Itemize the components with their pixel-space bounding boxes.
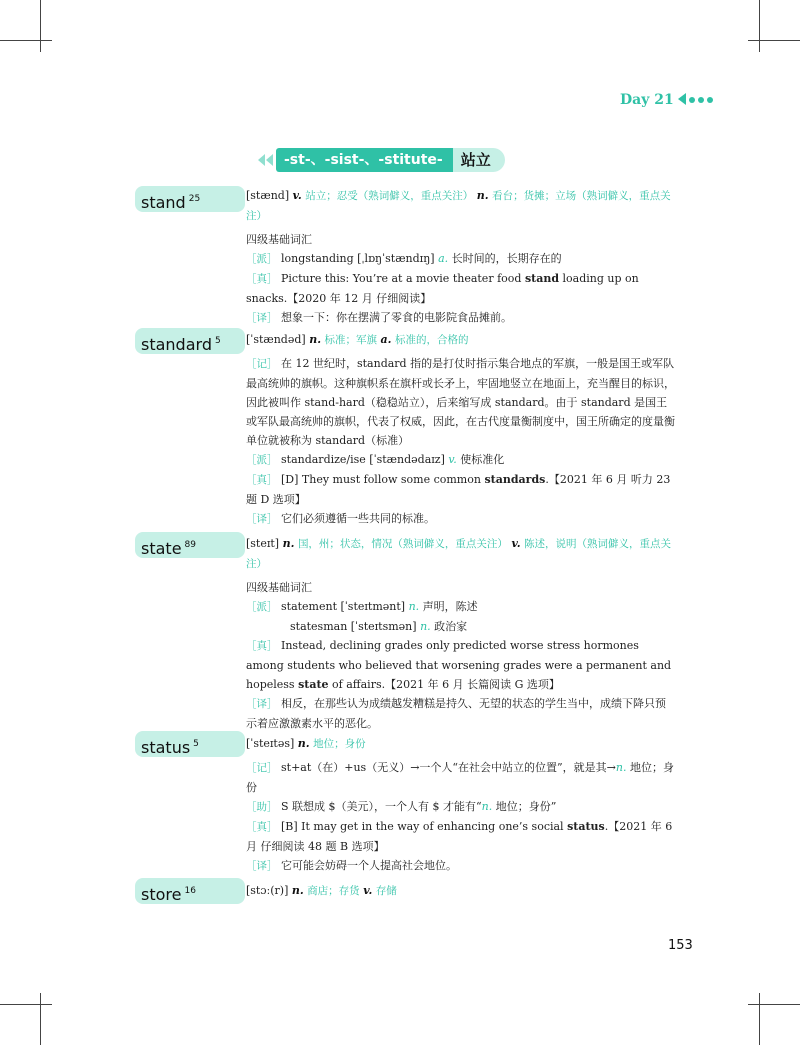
part-of-speech: n.: [297, 737, 310, 750]
part-of-speech: n.: [476, 189, 489, 202]
entry-standard: [246, 330, 676, 529]
translation-line: [246, 856, 676, 876]
part-of-speech: n.: [481, 800, 493, 813]
tag-helper: ［助］: [246, 801, 278, 813]
definition-line: [246, 881, 676, 901]
part-of-speech: a.: [380, 333, 392, 346]
mnemonic-line: [246, 758, 676, 797]
tag-translation: ［译］: [246, 698, 278, 710]
example-keyword: standards: [484, 473, 546, 486]
headword-stand: [135, 186, 245, 212]
frequency-count: 89: [184, 540, 196, 550]
example-line: [246, 470, 676, 509]
arrow-left-icon: [678, 93, 686, 105]
tag-example: ［真］: [246, 640, 278, 652]
crop-mark: [748, 40, 800, 41]
part-of-speech: v.: [448, 453, 457, 466]
part-of-speech: a.: [438, 252, 449, 265]
headword-text: standard: [141, 335, 212, 354]
page-number: 153: [668, 938, 693, 953]
example-source: loading up on snacks.【2020 年 12 月 仔细阅读】: [246, 272, 639, 305]
crop-mark: [759, 993, 760, 1045]
example-text: Picture this: You’re at a movie theater food: [281, 272, 525, 285]
example-line: [246, 636, 676, 694]
crop-mark: [40, 0, 41, 52]
double-arrow-icon: [258, 151, 276, 169]
part-of-speech: n.: [408, 600, 420, 613]
example-line: [246, 269, 676, 308]
definition-line: [246, 534, 676, 574]
example-line: [246, 817, 676, 856]
translation-line: [246, 509, 676, 529]
headword-state: [135, 532, 245, 558]
definition-line: [246, 186, 676, 226]
example-text: Instead, declining grades only predicted worse stress hormones among students who believed that worsening grades were a permanent and hopeless: [246, 639, 672, 691]
crop-mark: [748, 1004, 800, 1005]
crop-mark: [40, 993, 41, 1045]
example-text: [D] They must follow some common: [281, 473, 485, 486]
definition: 商店；存货: [307, 885, 360, 897]
mnemonic-text: 在 12 世纪时，standard 指的是打仗时指示集合地点的军旗，一般是国王或军队最高统帅的旗帜。这种旗帜系在旗杆或长矛上，牢固地竖立在地面上，充当醒目的标识，因此被叫作 stand-hard（稳稳站立），后来缩写成 standard。由于 standard 是国王或军队最高统帅的旗帜，代表了权威，因此，在古代度量衡制度中，国王所确定的度量衡单位就被称为 standard（标准）: [246, 357, 675, 447]
definition: 存储: [375, 885, 397, 897]
mnemonic-text: 地位；身份: [246, 761, 674, 794]
definition: 标准的，合格的: [395, 334, 469, 346]
translation-text: 它们必须遵循一些共同的标准。: [281, 512, 435, 525]
frequency-count: 16: [184, 886, 196, 896]
entry-store: [246, 881, 676, 901]
tag-derivative: ［派］: [246, 253, 278, 265]
part-of-speech: n.: [282, 537, 295, 550]
definition: 标准；军旗: [324, 334, 378, 346]
phonetic: [ˈsteɪtəs]: [246, 737, 295, 750]
example-text: [B] It may get in the way of enhancing one’s social: [281, 820, 568, 833]
day-header: [620, 92, 713, 108]
part-of-speech: n.: [615, 761, 627, 774]
entry-status: [246, 734, 676, 876]
crop-mark: [0, 1004, 52, 1005]
derivative-line: [246, 597, 676, 617]
dot-icon: [698, 97, 704, 103]
mnemonic-line: [246, 354, 676, 450]
frequency-count: 5: [214, 336, 221, 346]
tag-example: ［真］: [246, 821, 278, 833]
definition: 陈述，说明（熟词僻义，重点关注）: [246, 538, 672, 570]
part-of-speech: n.: [291, 884, 304, 897]
headword-store: [135, 878, 245, 904]
derivative-meaning: 长时间的，长期存在的: [451, 252, 562, 265]
definition-line: [246, 734, 676, 754]
part-of-speech: n.: [309, 333, 322, 346]
tag-derivative: ［派］: [246, 454, 278, 466]
mnemonic-text: st+at（在）+us（无义）→一个人“在社会中站立的位置”，就是其→: [281, 761, 616, 774]
translation-text: 想象一下：你在摆满了零食的电影院食品摊前。: [281, 311, 512, 324]
headword-text: status: [141, 738, 191, 757]
tag-example: ［真］: [246, 474, 278, 486]
translation-line: [246, 308, 676, 328]
tag-derivative: ［派］: [246, 601, 278, 613]
part-of-speech: v.: [292, 189, 302, 202]
crop-mark: [759, 0, 760, 52]
example-keyword: stand: [524, 272, 560, 285]
day-label: Day 21: [620, 92, 674, 108]
phonetic: [ˈstændəd]: [246, 333, 306, 346]
dot-icon: [689, 97, 695, 103]
entry-state: [246, 534, 676, 733]
derivative-line: [246, 249, 676, 269]
root-banner: [258, 146, 505, 174]
translation-line: [246, 694, 676, 733]
tag-mnemonic: ［记］: [246, 358, 278, 370]
definition: 地位；身份: [313, 738, 366, 750]
helper-text: 地位；身份”: [492, 800, 557, 813]
tag-mnemonic: ［记］: [246, 762, 278, 774]
headword-text: store: [141, 885, 182, 904]
derivative-word: statement [ˈsteɪtmənt]: [281, 600, 406, 613]
definition-line: [246, 330, 676, 350]
part-of-speech: n.: [420, 620, 431, 633]
tag-translation: ［译］: [246, 860, 278, 872]
derivative-word: longstanding [ˌlɒŋˈstændɪŋ]: [281, 252, 435, 265]
vocab-level: 四级基础词汇: [246, 581, 312, 594]
derivative-meaning: 使标准化: [460, 453, 505, 466]
phonetic: [stænd]: [246, 189, 290, 202]
headword-text: stand: [141, 193, 186, 212]
derivative-meaning: 政治家: [434, 620, 468, 633]
headword-standard: [135, 328, 245, 354]
phonetic: [steɪt]: [246, 537, 280, 550]
definition: 站立；忍受（熟词僻义，重点关注）: [305, 190, 474, 202]
tag-translation: ［译］: [246, 312, 278, 324]
phonetic: [stɔː(r)]: [246, 884, 289, 897]
helper-line: [246, 797, 676, 817]
entry-stand: [246, 186, 676, 328]
example-source: of affairs.【2021 年 6 月 长篇阅读 G 选项】: [328, 678, 560, 691]
tag-example: ［真］: [246, 273, 278, 285]
translation-text: 相反，在那些认为成绩越发糟糕是持久、无望的状态的学生当中，成绩下降只预示着应激激素水平的恶化。: [246, 697, 666, 730]
part-of-speech: v.: [511, 537, 521, 550]
vocab-level: 四级基础词汇: [246, 233, 312, 246]
definition: 国，州；状态，情况（熟词僻义，重点关注）: [297, 538, 508, 550]
helper-text: S 联想成 $（美元），一个人有 $ 才能有“: [281, 800, 482, 813]
banner-meaning: 站立: [453, 148, 505, 172]
frequency-count: 25: [188, 194, 201, 204]
dot-icon: [707, 97, 713, 103]
banner-roots: -st-、-sist-、-stitute-: [276, 148, 453, 172]
derivative-word: statesman [ˈsteɪtsmən]: [290, 620, 417, 633]
translation-text: 它可能会妨碍一个人提高社会地位。: [281, 859, 457, 872]
example-keyword: status: [567, 820, 605, 833]
frequency-count: 5: [193, 739, 199, 749]
tag-translation: ［译］: [246, 513, 278, 525]
derivative-line: [246, 450, 676, 470]
example-source: .【2021 年 6 月 听力 23 题 D 选项】: [246, 473, 671, 506]
definition: 看台；货摊；立场（熟词僻义，重点关注）: [246, 190, 671, 222]
crop-mark: [0, 40, 52, 41]
derivative-word: standardize/ise [ˈstændədaɪz]: [281, 453, 445, 466]
derivative-line: [246, 617, 676, 636]
part-of-speech: v.: [363, 884, 373, 897]
derivative-meaning: 声明，陈述: [422, 600, 478, 613]
headword-text: state: [141, 539, 182, 558]
headword-status: [135, 731, 245, 757]
example-source: .【2021 年 6 月 仔细阅读 48 题 B 选项】: [246, 820, 673, 853]
example-keyword: state: [298, 678, 329, 691]
